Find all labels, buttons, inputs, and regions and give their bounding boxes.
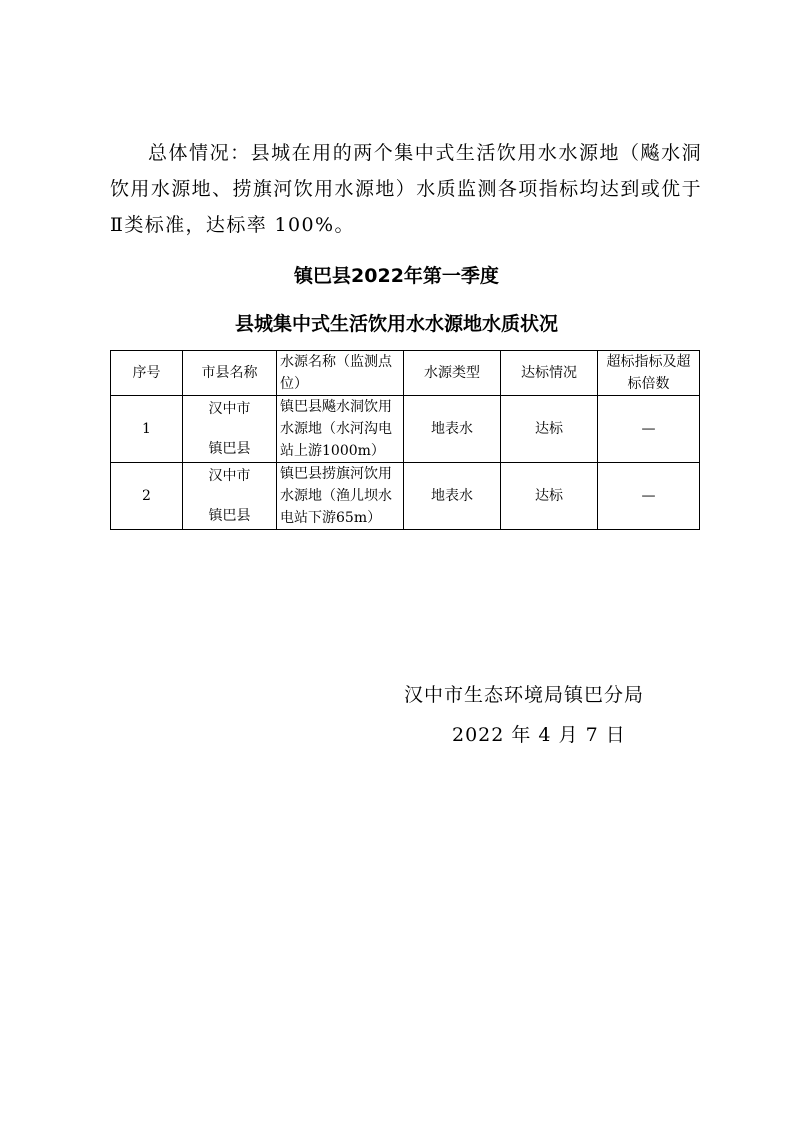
- cell-city: [183, 463, 277, 530]
- header-seq: 序号: [111, 351, 183, 396]
- issue-date: 2022 年 4 月 7 日: [452, 724, 626, 746]
- cell-city-line2: 镇巴县: [208, 441, 251, 457]
- summary-paragraph: 总体情况：县城在用的两个集中式生活饮用水水源地（飚水洞饮用水源地、捞旗河饮用水源地）水质监测各项指标均达到或优于Ⅱ类标准，达标率 100%。: [110, 142, 702, 236]
- cell-exceed: —: [598, 396, 700, 463]
- header-type: 水源类型: [404, 351, 501, 396]
- cell-exceed: —: [598, 463, 700, 530]
- cell-seq: 1: [111, 396, 183, 463]
- header-status: 达标情况: [501, 351, 598, 396]
- cell-type: 地表水: [404, 396, 501, 463]
- table-header-row: [111, 351, 700, 396]
- cell-city: [183, 396, 277, 463]
- header-source: 水源名称（监测点位）: [277, 351, 404, 396]
- header-exceed: 超标指标及超标倍数: [598, 351, 700, 396]
- cell-source: 镇巴县飚水洞饮用水源地（水河沟电站上游1000m）: [277, 396, 404, 463]
- table-row: [111, 463, 700, 530]
- issuing-organization: 汉中市生态环境局镇巴分局: [404, 684, 645, 706]
- cell-status: 达标: [501, 396, 598, 463]
- table-row: [111, 396, 700, 463]
- cell-city-line1: 汉中市: [208, 401, 251, 417]
- report-title-line1: 镇巴县2022年第一季度: [294, 265, 499, 287]
- cell-city-line2: 镇巴县: [208, 508, 251, 524]
- header-city: 市县名称: [183, 351, 277, 396]
- cell-city-line1: 汉中市: [208, 468, 251, 484]
- cell-seq: 2: [111, 463, 183, 530]
- cell-status: 达标: [501, 463, 598, 530]
- water-quality-table: [110, 350, 700, 530]
- cell-type: 地表水: [404, 463, 501, 530]
- report-title-line2: 县城集中式生活饮用水水源地水质状况: [234, 313, 558, 335]
- cell-source: 镇巴县捞旗河饮用水源地（渔儿坝水电站下游65m）: [277, 463, 404, 530]
